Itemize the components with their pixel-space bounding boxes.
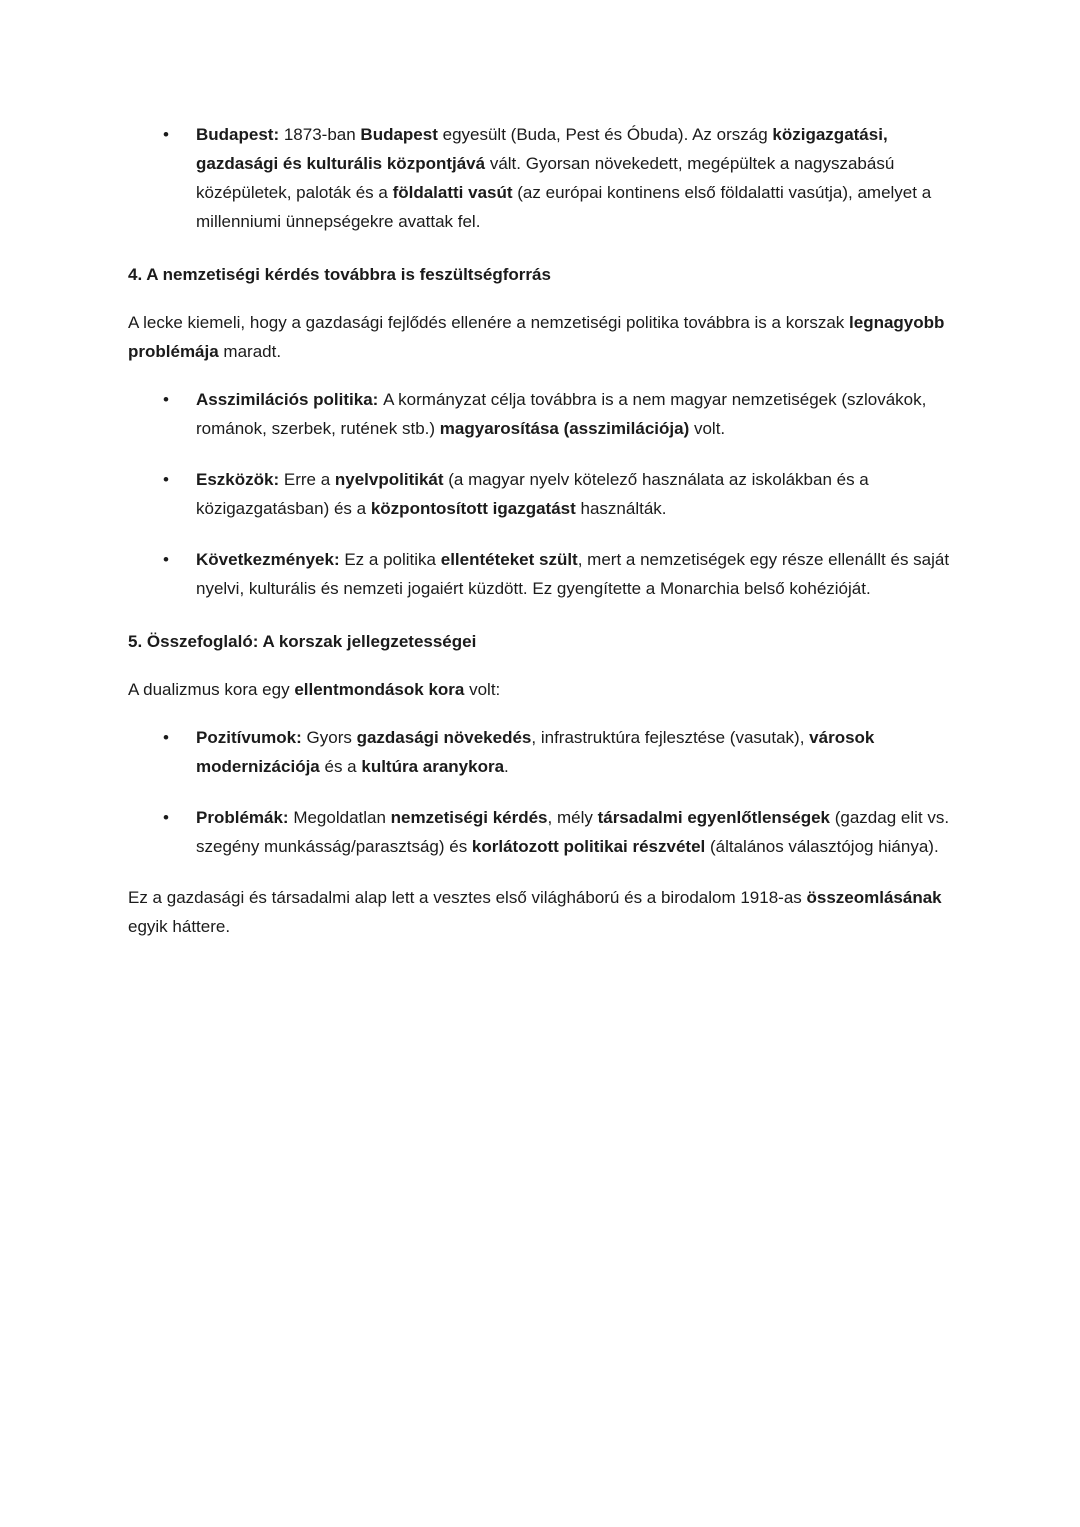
- text: A lecke kiemeli, hogy a gazdasági fejlődés ellenére a nemzetiségi politika továbbra is a korszak: [128, 313, 850, 332]
- bullet-icon: •: [163, 728, 169, 747]
- text: és a: [319, 757, 362, 776]
- list-item-text: [196, 803, 956, 861]
- bold-text: korlátozott politikai részvétel: [471, 837, 706, 856]
- text: , mély: [547, 808, 598, 827]
- paragraph: [128, 883, 956, 941]
- paragraph: [128, 675, 956, 704]
- section-heading: [128, 627, 956, 656]
- bold-text: Budapest: [360, 125, 438, 144]
- bold-text: 4. A nemzetiségi kérdés továbbra is feszültségforrás: [128, 265, 551, 284]
- bullet-icon: •: [163, 470, 169, 489]
- list-item: [128, 120, 956, 236]
- text: Gyors: [306, 728, 357, 747]
- bullet-icon: •: [163, 808, 169, 827]
- bold-text: Következmények:: [196, 550, 345, 569]
- text: egyesült (Buda, Pest és Óbuda). Az ország: [437, 125, 773, 144]
- text: A kormányzat célja továbbra is a nem magyar nemzetiségek (szlovákok, románok, szerbek, rutének stb.): [196, 390, 927, 438]
- text: maradt.: [218, 342, 282, 361]
- text: , mert a nemzetiségek egy része ellenállt és saját nyelvi, kulturális és nemzeti jogaiért küzdött. Ez gyengítette a Monarchia belső kohézióját.: [196, 550, 950, 598]
- bold-text: Problémák:: [196, 808, 294, 827]
- bold-text: közigazgatási, gazdasági és kulturális központjává: [196, 125, 888, 173]
- list-item: [128, 803, 956, 861]
- bold-text: Eszközök:: [196, 470, 284, 489]
- list-item: [128, 465, 956, 523]
- bold-text: 5. Összefoglaló: A korszak jellegzetességei: [128, 632, 477, 651]
- text: használták.: [575, 499, 667, 518]
- bold-text: nyelvpolitikát: [334, 470, 444, 489]
- list-item: [128, 385, 956, 443]
- bold-text: Budapest:: [196, 125, 284, 144]
- text: 1873-ban: [283, 125, 361, 144]
- bold-text: nemzetiségi kérdés: [390, 808, 548, 827]
- text: Erre a: [283, 470, 335, 489]
- paragraph: [128, 308, 956, 366]
- bold-text: Pozitívumok:: [196, 728, 307, 747]
- text: (az európai kontinens első földalatti vasútja), amelyet a millenniumi ünnepségekre avattak fel.: [196, 183, 932, 231]
- text: Megoldatlan: [293, 808, 391, 827]
- text: (gazdag elit vs. szegény munkásság/parasztság) és: [196, 808, 950, 856]
- text: egyik háttere.: [128, 917, 231, 936]
- list-item: [128, 545, 956, 603]
- text: Ez a politika: [344, 550, 441, 569]
- section-heading: [128, 260, 956, 289]
- text: Ez a gazdasági és társadalmi alap lett a vesztes első világháború és a birodalom 1918-as: [128, 888, 807, 907]
- bullet-icon: •: [163, 125, 169, 144]
- list-item-text: [196, 385, 956, 443]
- text: (a magyar nyelv kötelező használata az iskolákban és a közigazgatásban) és a: [196, 470, 869, 518]
- bold-text: földalatti vasút: [392, 183, 513, 202]
- list-item-text: [196, 545, 956, 603]
- bold-text: központosított igazgatást: [370, 499, 576, 518]
- text: vált. Gyorsan növekedett, megépültek a nagyszabású középületek, paloták és a: [196, 154, 895, 202]
- bold-text: legnagyobb problémája: [128, 313, 945, 361]
- list-item-text: [196, 723, 956, 781]
- text: A dualizmus kora egy: [128, 680, 295, 699]
- bold-text: városok modernizációja: [196, 728, 875, 776]
- bold-text: gazdasági növekedés: [356, 728, 532, 747]
- bold-text: ellentmondások kora: [294, 680, 465, 699]
- bold-text: kultúra aranykora: [361, 757, 505, 776]
- text: volt.: [689, 419, 726, 438]
- text: , infrastruktúra fejlesztése (vasutak),: [531, 728, 810, 747]
- bold-text: összeomlásának: [806, 888, 942, 907]
- list-item: [128, 723, 956, 781]
- text: volt:: [464, 680, 501, 699]
- list-item-text: [196, 465, 956, 523]
- bullet-icon: •: [163, 550, 169, 569]
- bold-text: Asszimilációs politika:: [196, 390, 384, 409]
- bullet-icon: •: [163, 390, 169, 409]
- bold-text: magyarosítása (asszimilációja): [439, 419, 690, 438]
- text: (általános választójog hiánya).: [705, 837, 939, 856]
- bold-text: ellentéteket szült: [440, 550, 578, 569]
- text: .: [504, 757, 509, 776]
- bold-text: társadalmi egyenlőtlenségek: [597, 808, 831, 827]
- list-item-text: [196, 120, 956, 236]
